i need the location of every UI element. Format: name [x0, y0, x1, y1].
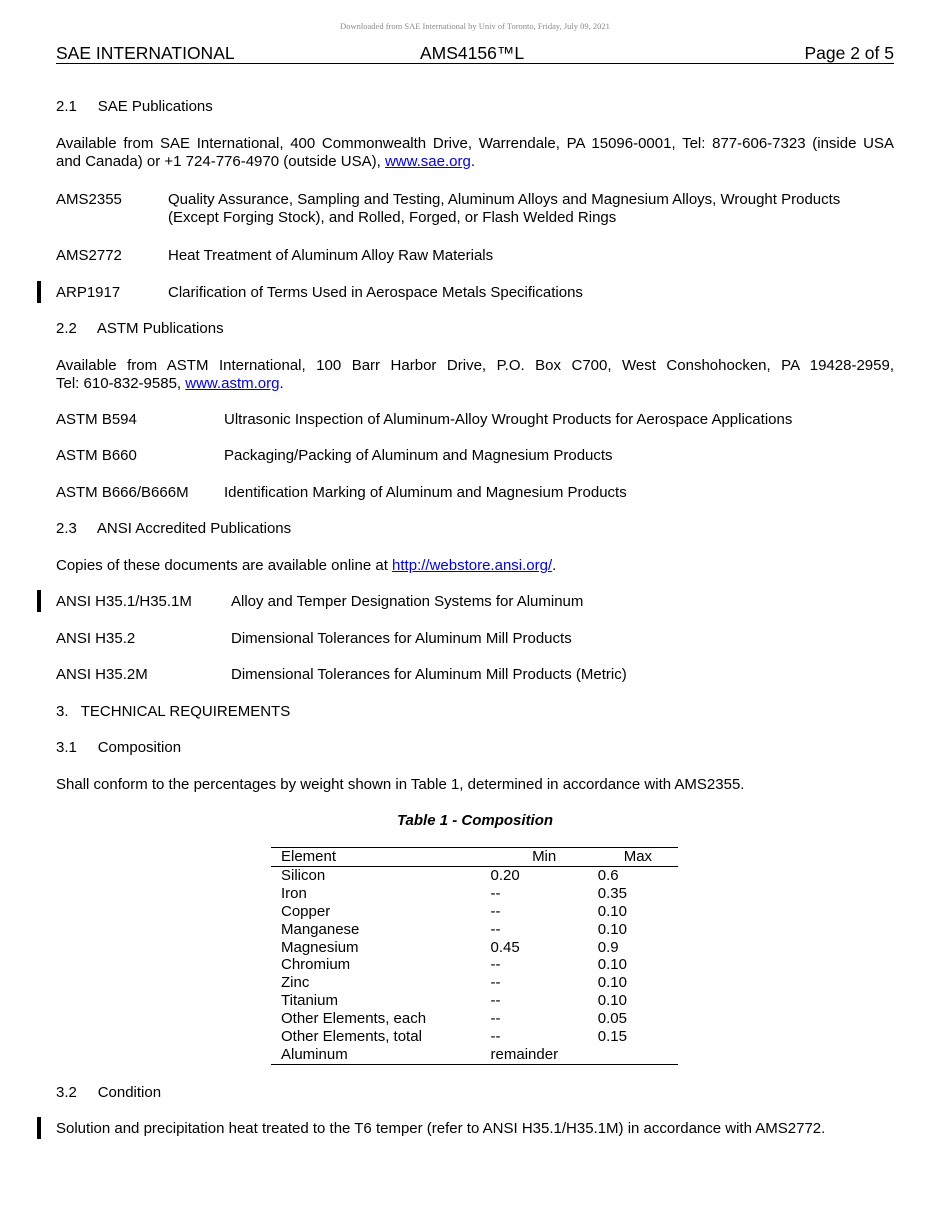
- max-cell: 0.05: [597, 1010, 627, 1028]
- min-cell: --: [490, 974, 501, 992]
- table-row: [271, 903, 678, 921]
- ref-code: AMS2355: [56, 191, 122, 208]
- header-page-number: Page 2 of 5: [804, 43, 894, 63]
- max-cell: 0.6: [597, 866, 619, 884]
- max-cell: 0.10: [597, 920, 627, 938]
- element-cell: Titanium: [281, 992, 338, 1010]
- ref-title: Dimensional Tolerances for Aluminum Mill Products: [231, 630, 572, 647]
- table-row: [271, 885, 678, 903]
- min-cell: remainder: [490, 1045, 559, 1063]
- ref-code: ANSI H35.2M: [56, 666, 148, 683]
- ref-code: ASTM B666/B666M: [56, 484, 189, 501]
- min-cell: 0.20: [490, 866, 520, 884]
- table-row: [271, 956, 678, 974]
- min-cell: --: [490, 884, 501, 902]
- min-cell: --: [490, 1028, 501, 1046]
- table-row: [271, 1010, 678, 1028]
- ref-title: Alloy and Temper Designation Systems for Aluminum: [231, 593, 584, 610]
- element-cell: Zinc: [281, 974, 310, 992]
- section-3-heading: 3. TECHNICAL REQUIREMENTS: [56, 703, 291, 720]
- table-row: [271, 974, 678, 992]
- max-cell: 0.10: [597, 974, 627, 992]
- min-cell: --: [490, 1010, 501, 1028]
- max-cell: 0.10: [597, 992, 627, 1010]
- element-cell: Copper: [281, 902, 331, 920]
- sae-availability-line2: and Canada) or +1 724-776-4970 (outside USA), www.sae.org.: [56, 153, 476, 170]
- ref-code: AMS2772: [56, 247, 122, 264]
- max-cell: 0.9: [597, 938, 619, 956]
- element-cell: Magnesium: [281, 938, 359, 956]
- sae-availability-line1: Available from SAE International, 400 Commonwealth Drive, Warrendale, PA 15096-0001, Tel: 877-606-7323 (inside USA: [56, 135, 894, 152]
- composition-table: [271, 847, 678, 1065]
- ref-code: ANSI H35.2: [56, 630, 136, 647]
- table-row: [271, 1028, 678, 1046]
- ref-title: Ultrasonic Inspection of Aluminum-Alloy Wrought Products for Aerospace Applications: [224, 411, 793, 428]
- column-header-element: Element: [281, 848, 337, 865]
- table-row: [271, 992, 678, 1010]
- section-3-2-heading: 3.2 Condition: [56, 1084, 162, 1101]
- ansi-webstore-link[interactable]: http://webstore.ansi.org/: [392, 557, 553, 574]
- element-cell: Manganese: [281, 920, 360, 938]
- element-cell: Silicon: [281, 866, 326, 884]
- max-cell: 0.10: [597, 902, 627, 920]
- astm-website-link[interactable]: www.astm.org: [185, 375, 280, 392]
- astm-availability-line2: Tel: 610-832-9585, www.astm.org.: [56, 375, 284, 392]
- ref-title: Quality Assurance, Sampling and Testing, Aluminum Alloys and Magnesium Alloys, Wrought Products: [168, 191, 841, 208]
- element-cell: Other Elements, each: [281, 1010, 427, 1028]
- column-header-max: Max: [623, 848, 653, 865]
- min-cell: --: [490, 956, 501, 974]
- condition-text: Solution and precipitation heat treated to the T6 temper (refer to ANSI H35.1/H35.1M) in accordance with AMS2772.: [56, 1120, 826, 1137]
- ref-title: Clarification of Terms Used in Aerospace Metals Specifications: [168, 284, 583, 301]
- element-cell: Iron: [281, 884, 307, 902]
- min-cell: --: [490, 992, 501, 1010]
- min-cell: --: [490, 902, 501, 920]
- element-cell: Other Elements, total: [281, 1028, 422, 1046]
- astm-availability-text: Tel: 610-832-9585,: [56, 375, 186, 392]
- element-cell: Aluminum: [281, 1045, 348, 1063]
- section-2-2-heading: 2.2 ASTM Publications: [56, 320, 224, 337]
- min-cell: 0.45: [490, 938, 520, 956]
- revision-bar: [37, 590, 41, 612]
- max-cell: [598, 1046, 678, 1064]
- min-cell: --: [490, 920, 501, 938]
- revision-bar: [37, 281, 41, 303]
- ref-title: Packaging/Packing of Aluminum and Magnesium Products: [224, 447, 613, 464]
- ref-code: ASTM B594: [56, 411, 137, 428]
- astm-availability-line1: Available from ASTM International, 100 Barr Harbor Drive, P.O. Box C700, West Conshohocken, PA 19428-2959,: [56, 357, 894, 374]
- table-row: [271, 1046, 678, 1064]
- ansi-availability: Copies of these documents are available online at http://webstore.ansi.org/.: [56, 557, 557, 574]
- table-row: [271, 921, 678, 939]
- header-doc-id: AMS4156™L: [420, 43, 525, 63]
- table-caption: Table 1 - Composition: [396, 812, 554, 829]
- ref-code: ANSI H35.1/H35.1M: [56, 593, 192, 610]
- sae-availability-text: and Canada) or +1 724-776-4970 (outside USA),: [56, 153, 385, 170]
- max-cell: 0.10: [597, 956, 627, 974]
- section-2-1-heading: 2.1 SAE Publications: [56, 98, 213, 115]
- ref-code: ARP1917: [56, 284, 121, 301]
- ref-title: Identification Marking of Aluminum and Magnesium Products: [224, 484, 627, 501]
- ref-title: Dimensional Tolerances for Aluminum Mill Products (Metric): [231, 666, 627, 683]
- table-row: [271, 866, 678, 884]
- max-cell: 0.35: [597, 884, 627, 902]
- section-2-3-heading: 2.3 ANSI Accredited Publications: [56, 520, 292, 537]
- header-publisher: SAE INTERNATIONAL: [56, 43, 235, 63]
- revision-bar: [37, 1117, 41, 1139]
- table-row: [271, 939, 678, 957]
- ref-title: Heat Treatment of Aluminum Alloy Raw Materials: [168, 247, 494, 264]
- column-header-min: Min: [532, 848, 557, 865]
- sae-website-link[interactable]: www.sae.org: [384, 153, 471, 170]
- ref-title-continued: (Except Forging Stock), and Rolled, Forged, or Flash Welded Rings: [168, 209, 617, 226]
- ansi-availability-text: Copies of these documents are available online at: [56, 557, 393, 574]
- download-notice: Downloaded from SAE International by Univ of Toronto, Friday, July 09, 2021: [340, 21, 610, 31]
- ref-code: ASTM B660: [56, 447, 137, 464]
- section-3-1-heading: 3.1 Composition: [56, 739, 182, 756]
- element-cell: Chromium: [281, 956, 351, 974]
- composition-text: Shall conform to the percentages by weight shown in Table 1, determined in accordance with AMS2355.: [56, 776, 745, 793]
- max-cell: 0.15: [597, 1028, 627, 1046]
- page-header: [56, 44, 894, 64]
- table-header-row: [271, 848, 678, 867]
